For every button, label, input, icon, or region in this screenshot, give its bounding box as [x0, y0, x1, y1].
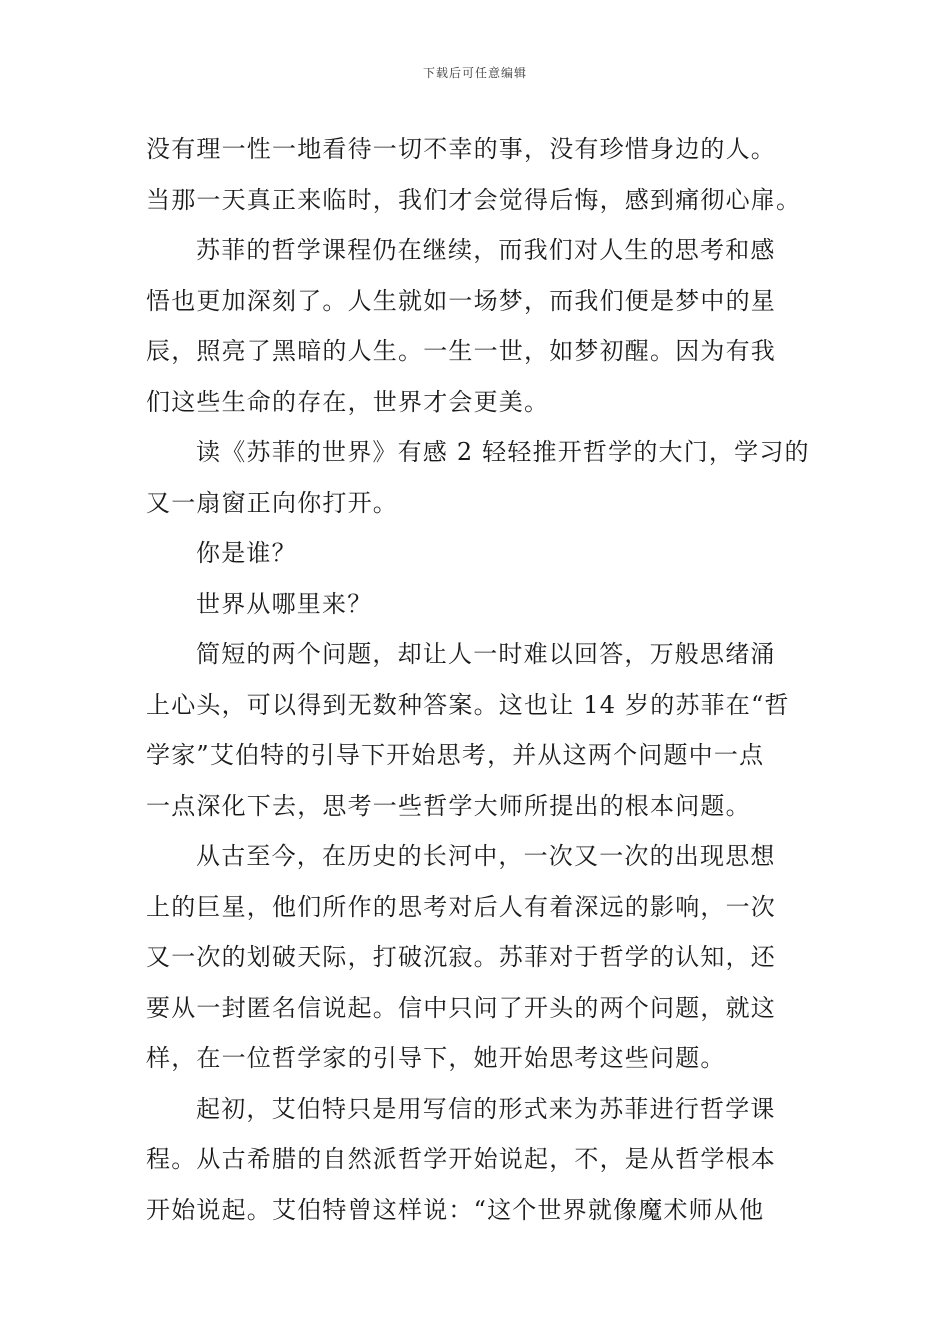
text-line: 当那一天真正来临时，我们才会觉得后悔，感到痛彻心扉。 — [146, 185, 802, 214]
text-line: 开始说起。艾伯特曾这样说：“这个世界就像魔术师从他 — [146, 1195, 765, 1224]
text-line: 苏菲的哲学课程仍在继续，而我们对人生的思考和感 — [196, 236, 776, 264]
text-line: 学家”艾伯特的引导下开始思考，并从这两个问题中一点 — [146, 741, 765, 769]
text-line: 一点深化下去，思考一些哲学大师所提出的根本问题。 — [146, 791, 751, 820]
text-line: 你是谁？ — [196, 539, 297, 567]
text-line: 从古至今，在历史的长河中，一次又一次的出现思想 — [196, 842, 776, 870]
text-line: 又一扇窗正向你打开。 — [146, 488, 398, 517]
text-line: 悟也更加深刻了。人生就如一场梦，而我们便是梦中的星 — [146, 286, 776, 315]
text-line: 起初，艾伯特只是用写信的形式来为苏菲进行哲学课 — [196, 1094, 776, 1123]
text-line: 没有理一性一地看待一切不幸的事，没有珍惜身边的人。 — [146, 135, 776, 163]
text-line: 读《苏菲的世界》有感 2 轻轻推开哲学的大门，学习的 — [196, 438, 810, 466]
text-line: 们这些生命的存在，世界才会更美。 — [146, 387, 550, 416]
text-line: 要从一封匿名信说起。信中只问了开头的两个问题，就这 — [146, 993, 776, 1022]
text-line: 上的巨星，他们所作的思考对后人有着深远的影响，一次 — [146, 892, 776, 921]
text-line: 世界从哪里来？ — [196, 589, 373, 618]
text-line: 样，在一位哲学家的引导下，她开始思考这些问题。 — [146, 1044, 726, 1072]
text-line: 又一次的划破天际，打破沉寂。苏菲对于哲学的认知，还 — [146, 943, 776, 971]
document-body — [146, 124, 810, 1235]
text-line: 简短的两个问题，却让人一时难以回答，万般思绪涌 — [196, 640, 776, 668]
text-line: 程。从古希腊的自然派哲学开始说起，不，是从哲学根本 — [146, 1145, 776, 1173]
text-line: 上心头，可以得到无数种答案。这也让 14 岁的苏菲在“哲 — [146, 690, 790, 719]
text-line: 辰，照亮了黑暗的人生。一生一世，如梦初醒。因为有我 — [146, 337, 776, 365]
page-header: 下载后可任意编辑 — [422, 66, 527, 80]
